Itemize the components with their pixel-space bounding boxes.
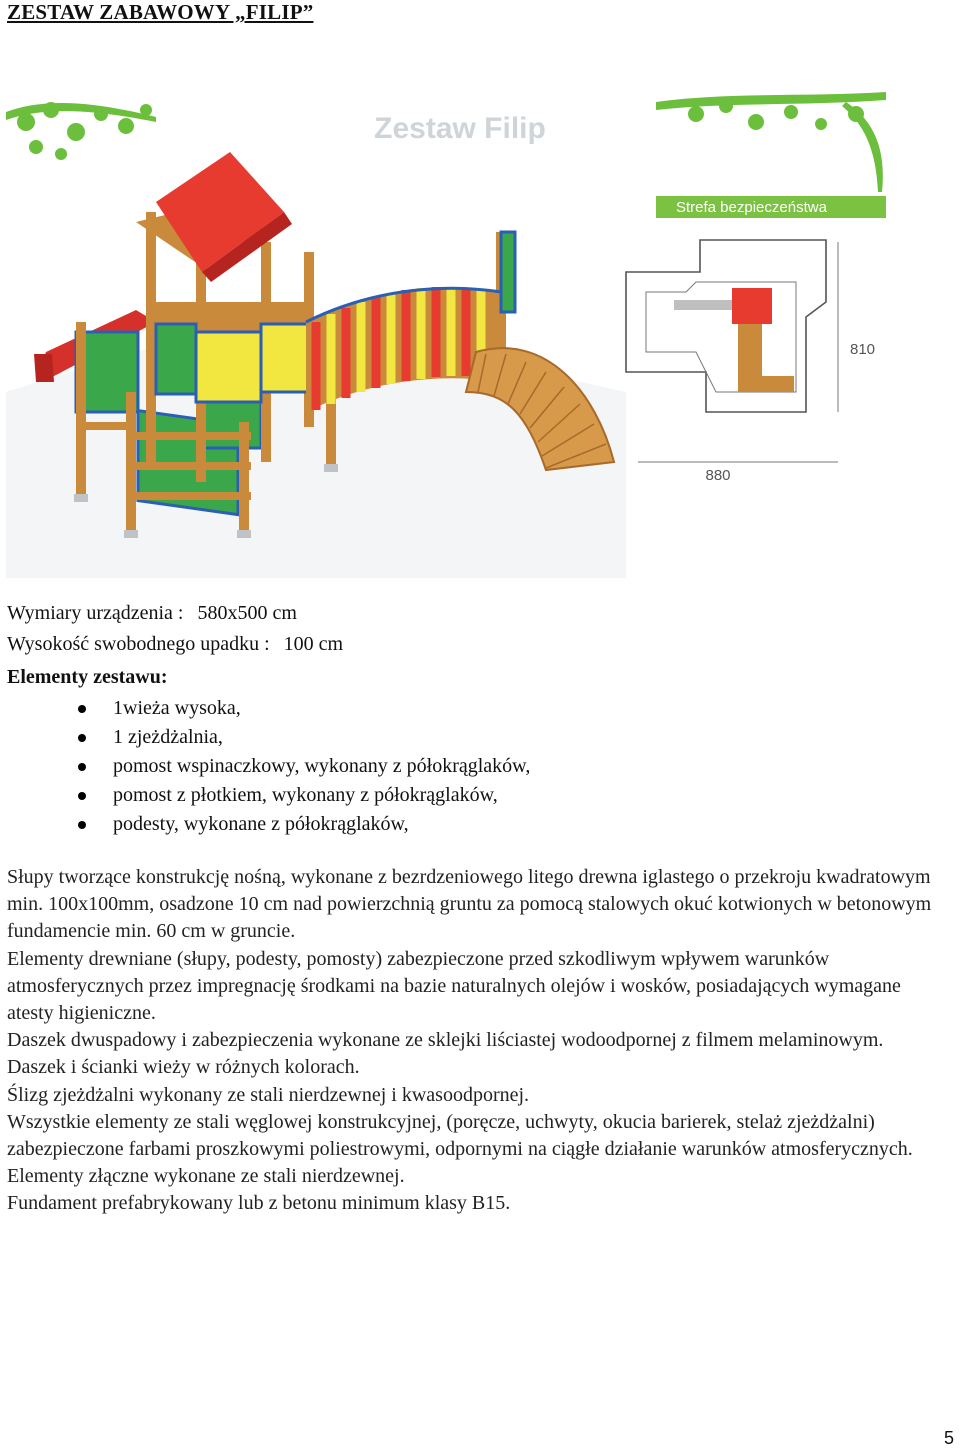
- paragraph-steel: Wszystkie elementy ze stali węglowej konstrukcyjnej, (poręcze, uchwyty, okucia barierek, stelaż zjeżdżalni) zabezpieczone farbami proszkowymi poliestrowymi, odpornymi na ciągłe działanie warunków atmosferycznych.: [7, 1110, 913, 1161]
- paragraph-wood-treatment: Elementy drewniane (słupy, podesty, pomosty) zabezpieczone przed szkodliwym wpływem warunków atmosferycznych przez impregnację środkami na bazie naturalnych olejów i wosków, posiadających wymagane atesty higieniczne.: [7, 947, 901, 1025]
- bullet-icon: [78, 763, 86, 771]
- dimension-width: 880: [705, 467, 731, 484]
- list-item: [0, 694, 530, 723]
- document-title: ZESTAW ZABAWOWY „FILIP”: [7, 0, 314, 24]
- bullet-icon: [78, 705, 86, 713]
- spec-dimensions: [7, 602, 297, 625]
- list-item-text: 1wieża wysoka,: [113, 697, 241, 719]
- spec-fall-height-value: 100 cm: [283, 633, 344, 655]
- list-item-text: podesty, wykonane z półokrąglaków,: [113, 813, 409, 835]
- spec-dimensions-value: 580x500 cm: [197, 602, 297, 624]
- elements-heading: Elementy zestawu:: [7, 666, 168, 688]
- spec-dimensions-label: Wymiary urządzenia :: [7, 602, 184, 624]
- list-item: [0, 810, 530, 839]
- bullet-icon: [78, 821, 86, 829]
- list-item: [0, 752, 530, 781]
- paragraph-posts: Słupy tworzące konstrukcję nośną, wykonane z bezrdzeniowego litego drewna iglastego o przekroju kwadratowym min. 100x100mm, osadzone 10 cm nad powierzchnią gruntu za pomocą stalowych okuć kotwionych w betonowym fundamencie min. 60 cm w gruncie.: [7, 866, 932, 943]
- paragraph-foundation: Fundament prefabrykowany lub z betonu minimum klasy B15.: [7, 1192, 511, 1215]
- spec-fall-height: [7, 633, 343, 656]
- list-item-text: pomost wspinaczkowy, wykonany z półokrąglaków,: [113, 755, 531, 777]
- floral-decoration-left-icon: [6, 102, 156, 160]
- bullet-icon: [78, 734, 86, 742]
- floral-decoration-right-icon: [656, 92, 886, 192]
- list-item-text: pomost z płotkiem, wykonany z półokrąglaków,: [113, 784, 498, 806]
- description-body: [7, 864, 942, 1218]
- list-item-text: 1 zjeżdżalnia,: [113, 726, 223, 748]
- dimension-height: 810: [850, 341, 876, 358]
- list-item: [0, 781, 530, 810]
- spec-fall-height-label: Wysokość swobodnego upadku :: [7, 633, 270, 655]
- paragraph-slide: Ślizg zjeżdżalni wykonany ze stali nierdzewnej i kwasoodpornej.: [7, 1083, 530, 1106]
- figure-heading: Zestaw Filip: [374, 112, 546, 145]
- list-item: [0, 723, 530, 752]
- bullet-icon: [78, 792, 86, 800]
- safety-zone-label: Strefa bezpieczeństwa: [676, 199, 827, 216]
- page-number: 5: [943, 1428, 954, 1448]
- paragraph-roof: Daszek dwuspadowy i zabezpieczenia wykonane ze sklejki liściastej wodoodpornej z filmem melaminowym. Daszek i ścianki wieży w różnych kolorach.: [7, 1029, 884, 1079]
- playset-illustration: [6, 92, 886, 578]
- safety-zone-plan: [626, 240, 875, 484]
- product-figure: [6, 92, 886, 578]
- elements-list: [0, 694, 530, 839]
- paragraph-fasteners: Elementy złączne wykonane ze stali nierdzewnej.: [7, 1165, 405, 1188]
